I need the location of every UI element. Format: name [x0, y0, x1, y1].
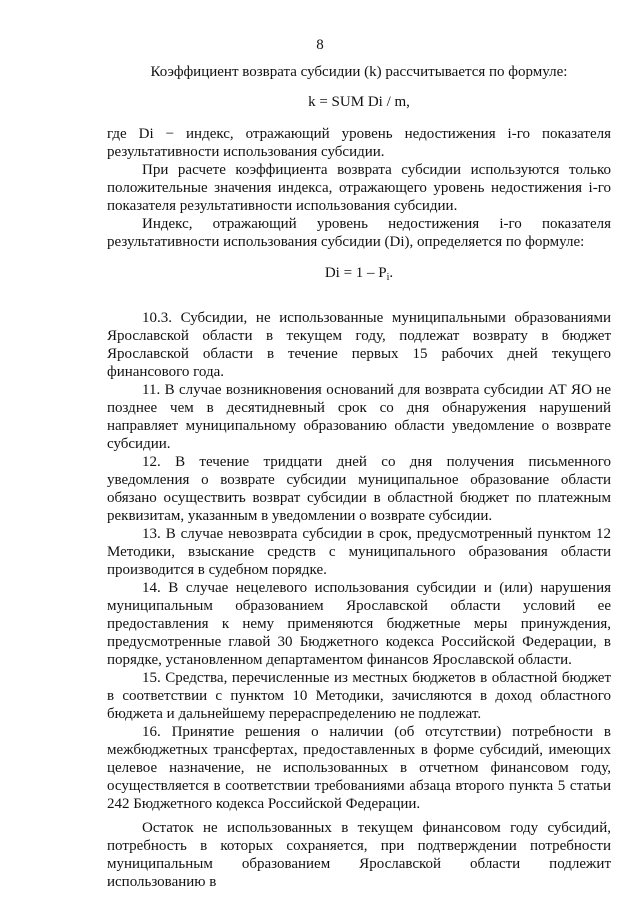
paragraph-13: 13. В случае невозврата субсидии в срок, предусмотренный пунктом 12 Методики, взыскание средств с муниципального образования области производится в судебном порядке. [107, 526, 611, 578]
paragraph-16: 16. Принятие решения о наличии (об отсутствии) потребности в межбюджетных трансфертах, предоставленных в форме субсидий, имеющих целевое назначение, не использованных в отчетном финансовом году, осуществляется в соответствии требованиями абзаца второго пункта 5 статьи 242 Бюджетного кодекса Российской Федерации. [107, 724, 611, 812]
formula-di-main: Di = 1 – P [324, 265, 387, 281]
document-body [107, 63, 611, 891]
page-number: 8 [316, 37, 324, 53]
formula-intro: Коэффициент возврата субсидии (k) рассчитывается по формуле: [150, 64, 568, 80]
paragraph-di-definition: где Di − индекс, отражающий уровень недостижения i-го показателя результативности использования субсидии. [107, 126, 611, 160]
formula-di-subscript: i [386, 272, 390, 283]
formula-di [107, 264, 611, 287]
paragraph-positive-values: При расчете коэффициента возврата субсидии используются только положительные значения индекса, отражающего уровень недостижения i-го показателя результативности использования субсидии. [107, 162, 611, 214]
paragraph-index-formula-intro: Индекс, отражающий уровень недостижения i-го показателя результативности использования субсидии (Di), определяется по формуле: [107, 216, 611, 250]
paragraph-12: 12. В течение тридцати дней со дня получения письменного уведомления о возврате субсидии муниципальное образование области обязано осуществить возврат субсидии в областной бюджет по платежным реквизитам, указанным в уведомлении о возврате субсидии. [107, 454, 611, 524]
paragraph-14: 14. В случае нецелевого использования субсидии и (или) нарушения муниципальным образованием Ярославской области условий ее предоставления к нему применяются бюджетные меры принуждения, предусмотренные главой 30 Бюджетного кодекса Российской Федерации, в порядке, установленном департаментом финансов Ярославской области. [107, 580, 611, 668]
paragraph-11: 11. В случае возникновения оснований для возврата субсидии АТ ЯО не позднее чем в десятидневный срок со дня обнаружения нарушений направляет муниципальному образованию области уведомление о возврате субсидии. [107, 382, 611, 452]
paragraph-15: 15. Средства, перечисленные из местных бюджетов в областной бюджет в соответствии с пунктом 10 Методики, зачисляются в доход областного бюджета и дальнейшему перераспределению не подлежат. [107, 670, 611, 722]
paragraph-remainder: Остаток не использованных в текущем финансовом году субсидий, потребность в которых сохраняется, при подтверждении потребности муниципальным образованием Ярославской области подлежит использованию в [107, 820, 611, 890]
formula-di-suffix: . [389, 265, 394, 281]
paragraph-10-3: 10.3. Субсидии, не использованные муниципальными образованиями Ярославской области в текущем году, подлежат возврату в бюджет Ярославской области в течение первых 15 рабочих дней текущего финансового года. [107, 310, 611, 380]
formula-k: k = SUM Di / m, [308, 94, 410, 110]
